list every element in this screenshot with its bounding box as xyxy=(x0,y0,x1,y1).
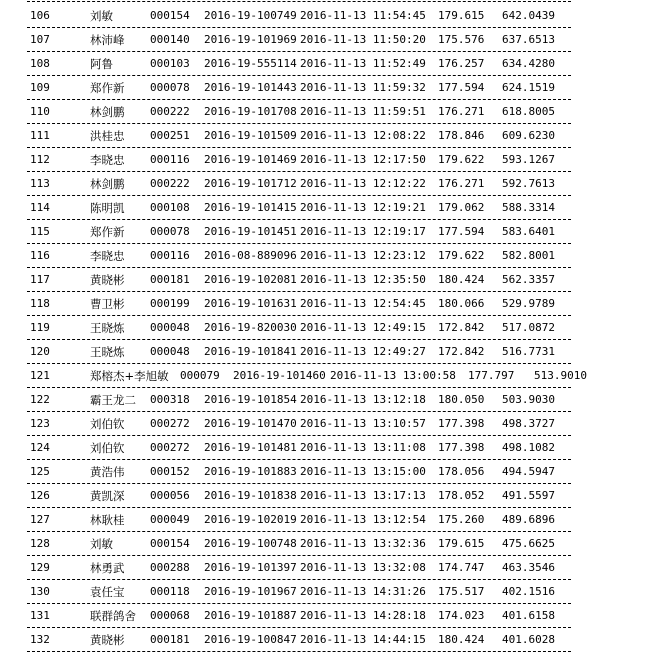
ring-number-cell: 2016-19-101712 xyxy=(204,177,297,190)
arrival-time-cell: 2016-11-13 11:50:20 xyxy=(300,33,426,46)
arrival-time-cell: 2016-11-13 14:44:15 xyxy=(300,633,426,646)
distance-cell: 177.398 xyxy=(438,417,485,430)
distance-cell: 174.747 xyxy=(438,561,485,574)
name-cell: 黄晓彬 xyxy=(90,273,125,287)
distance-cell: 179.622 xyxy=(438,249,485,262)
name-cell: 黄晓彬 xyxy=(90,633,125,647)
speed-cell: 401.6158 xyxy=(502,609,555,622)
rank-cell: 118 xyxy=(30,297,50,310)
table-row xyxy=(27,244,571,268)
name-cell: 陈明凯 xyxy=(90,201,125,215)
table-row xyxy=(27,388,571,412)
distance-cell: 179.615 xyxy=(438,9,485,22)
distance-cell: 178.056 xyxy=(438,465,485,478)
member-code-cell: 000154 xyxy=(150,537,190,550)
table-row xyxy=(27,196,571,220)
member-code-cell: 000318 xyxy=(150,393,190,406)
table-row xyxy=(27,172,571,196)
table-row xyxy=(27,124,571,148)
name-cell: 郑作新 xyxy=(90,81,125,95)
table-row xyxy=(27,268,571,292)
rank-cell: 116 xyxy=(30,249,50,262)
table-row xyxy=(27,316,571,340)
arrival-time-cell: 2016-11-13 12:17:50 xyxy=(300,153,426,166)
arrival-time-cell: 2016-11-13 12:54:45 xyxy=(300,297,426,310)
ring-number-cell: 2016-08-889096 xyxy=(204,249,297,262)
name-cell: 李晓忠 xyxy=(90,249,125,263)
name-cell: 郑榕杰+李旭敏 xyxy=(90,369,169,383)
arrival-time-cell: 2016-11-13 14:28:18 xyxy=(300,609,426,622)
speed-cell: 609.6230 xyxy=(502,129,555,142)
table-row xyxy=(27,604,571,628)
rank-cell: 109 xyxy=(30,81,50,94)
arrival-time-cell: 2016-11-13 13:12:54 xyxy=(300,513,426,526)
ring-number-cell: 2016-19-101841 xyxy=(204,345,297,358)
name-cell: 林剑鹏 xyxy=(90,105,125,119)
table-row xyxy=(27,76,571,100)
arrival-time-cell: 2016-11-13 12:19:17 xyxy=(300,225,426,238)
table-row xyxy=(27,556,571,580)
arrival-time-cell: 2016-11-13 13:32:36 xyxy=(300,537,426,550)
speed-cell: 491.5597 xyxy=(502,489,555,502)
member-code-cell: 000181 xyxy=(150,273,190,286)
table-row xyxy=(27,436,571,460)
member-code-cell: 000199 xyxy=(150,297,190,310)
name-cell: 林剑鹏 xyxy=(90,177,125,191)
speed-cell: 498.3727 xyxy=(502,417,555,430)
rank-cell: 123 xyxy=(30,417,50,430)
ring-number-cell: 2016-19-100748 xyxy=(204,537,297,550)
arrival-time-cell: 2016-11-13 14:31:26 xyxy=(300,585,426,598)
rank-cell: 131 xyxy=(30,609,50,622)
speed-cell: 562.3357 xyxy=(502,273,555,286)
table-row xyxy=(27,100,571,124)
speed-cell: 624.1519 xyxy=(502,81,555,94)
name-cell: 郑作新 xyxy=(90,225,125,239)
rank-cell: 121 xyxy=(30,369,50,382)
name-cell: 黄浩伟 xyxy=(90,465,125,479)
member-code-cell: 000108 xyxy=(150,201,190,214)
member-code-cell: 000222 xyxy=(150,177,190,190)
speed-cell: 475.6625 xyxy=(502,537,555,550)
distance-cell: 180.424 xyxy=(438,633,485,646)
speed-cell: 489.6896 xyxy=(502,513,555,526)
ring-number-cell: 2016-19-101443 xyxy=(204,81,297,94)
arrival-time-cell: 2016-11-13 13:15:00 xyxy=(300,465,426,478)
table-row xyxy=(27,364,587,388)
distance-cell: 172.842 xyxy=(438,345,485,358)
arrival-time-cell: 2016-11-13 11:59:51 xyxy=(300,105,426,118)
table-row xyxy=(27,532,571,556)
distance-cell: 178.052 xyxy=(438,489,485,502)
distance-cell: 178.846 xyxy=(438,129,485,142)
name-cell: 林勇武 xyxy=(90,561,125,575)
name-cell: 联群鸽舍 xyxy=(90,609,136,623)
member-code-cell: 000079 xyxy=(180,369,220,382)
name-cell: 黄凯深 xyxy=(90,489,125,503)
member-code-cell: 000272 xyxy=(150,417,190,430)
arrival-time-cell: 2016-11-13 12:49:15 xyxy=(300,321,426,334)
arrival-time-cell: 2016-11-13 12:08:22 xyxy=(300,129,426,142)
speed-cell: 529.9789 xyxy=(502,297,555,310)
distance-cell: 180.424 xyxy=(438,273,485,286)
arrival-time-cell: 2016-11-13 13:32:08 xyxy=(300,561,426,574)
arrival-time-cell: 2016-11-13 12:23:12 xyxy=(300,249,426,262)
speed-cell: 592.7613 xyxy=(502,177,555,190)
member-code-cell: 000251 xyxy=(150,129,190,142)
ring-number-cell: 2016-19-102081 xyxy=(204,273,297,286)
ring-number-cell: 2016-19-101967 xyxy=(204,585,297,598)
rank-cell: 132 xyxy=(30,633,50,646)
rank-cell: 107 xyxy=(30,33,50,46)
member-code-cell: 000154 xyxy=(150,9,190,22)
rank-cell: 120 xyxy=(30,345,50,358)
table-row xyxy=(27,292,571,316)
distance-cell: 177.594 xyxy=(438,81,485,94)
rank-cell: 124 xyxy=(30,441,50,454)
distance-cell: 175.517 xyxy=(438,585,485,598)
ring-number-cell: 2016-19-101470 xyxy=(204,417,297,430)
member-code-cell: 000103 xyxy=(150,57,190,70)
table-row xyxy=(27,28,571,52)
distance-cell: 180.066 xyxy=(438,297,485,310)
rank-cell: 128 xyxy=(30,537,50,550)
rank-cell: 117 xyxy=(30,273,50,286)
speed-cell: 401.6028 xyxy=(502,633,555,646)
member-code-cell: 000272 xyxy=(150,441,190,454)
member-code-cell: 000288 xyxy=(150,561,190,574)
name-cell: 洪桂忠 xyxy=(90,129,125,143)
table-top-rule xyxy=(27,0,571,2)
speed-cell: 634.4280 xyxy=(502,57,555,70)
table-row xyxy=(27,484,571,508)
speed-cell: 498.1082 xyxy=(502,441,555,454)
rank-cell: 108 xyxy=(30,57,50,70)
name-cell: 袁任宝 xyxy=(90,585,125,599)
table-row xyxy=(27,340,571,364)
table-row xyxy=(27,52,571,76)
name-cell: 曹卫彬 xyxy=(90,297,125,311)
table-row xyxy=(27,148,571,172)
name-cell: 林耿桂 xyxy=(90,513,125,527)
name-cell: 阿鲁 xyxy=(90,57,113,71)
ring-number-cell: 2016-19-101481 xyxy=(204,441,297,454)
distance-cell: 177.594 xyxy=(438,225,485,238)
speed-cell: 517.0872 xyxy=(502,321,555,334)
member-code-cell: 000068 xyxy=(150,609,190,622)
distance-cell: 179.062 xyxy=(438,201,485,214)
distance-cell: 176.271 xyxy=(438,105,485,118)
name-cell: 刘敏 xyxy=(90,9,113,23)
member-code-cell: 000116 xyxy=(150,153,190,166)
member-code-cell: 000152 xyxy=(150,465,190,478)
ring-number-cell: 2016-19-101397 xyxy=(204,561,297,574)
table-row xyxy=(27,220,571,244)
speed-cell: 503.9030 xyxy=(502,393,555,406)
rank-cell: 106 xyxy=(30,9,50,22)
ring-number-cell: 2016-19-820030 xyxy=(204,321,297,334)
rank-cell: 113 xyxy=(30,177,50,190)
speed-cell: 463.3546 xyxy=(502,561,555,574)
speed-cell: 642.0439 xyxy=(502,9,555,22)
ring-number-cell: 2016-19-101854 xyxy=(204,393,297,406)
rank-cell: 110 xyxy=(30,105,50,118)
distance-cell: 180.050 xyxy=(438,393,485,406)
distance-cell: 179.622 xyxy=(438,153,485,166)
ring-number-cell: 2016-19-101708 xyxy=(204,105,297,118)
table-row xyxy=(27,628,571,652)
arrival-time-cell: 2016-11-13 13:17:13 xyxy=(300,489,426,502)
ring-number-cell: 2016-19-101469 xyxy=(204,153,297,166)
member-code-cell: 000078 xyxy=(150,225,190,238)
arrival-time-cell: 2016-11-13 11:59:32 xyxy=(300,81,426,94)
ring-number-cell: 2016-19-101451 xyxy=(204,225,297,238)
member-code-cell: 000048 xyxy=(150,345,190,358)
arrival-time-cell: 2016-11-13 12:19:21 xyxy=(300,201,426,214)
distance-cell: 176.257 xyxy=(438,57,485,70)
name-cell: 刘敏 xyxy=(90,537,113,551)
name-cell: 李晓忠 xyxy=(90,153,125,167)
distance-cell: 177.398 xyxy=(438,441,485,454)
member-code-cell: 000056 xyxy=(150,489,190,502)
ring-number-cell: 2016-19-101460 xyxy=(233,369,326,382)
name-cell: 刘伯钦 xyxy=(90,417,125,431)
distance-cell: 176.271 xyxy=(438,177,485,190)
distance-cell: 174.023 xyxy=(438,609,485,622)
rank-cell: 115 xyxy=(30,225,50,238)
table-row xyxy=(27,460,571,484)
speed-cell: 516.7731 xyxy=(502,345,555,358)
rank-cell: 114 xyxy=(30,201,50,214)
speed-cell: 494.5947 xyxy=(502,465,555,478)
arrival-time-cell: 2016-11-13 13:11:08 xyxy=(300,441,426,454)
rank-cell: 111 xyxy=(30,129,50,142)
ring-number-cell: 2016-19-100847 xyxy=(204,633,297,646)
distance-cell: 175.260 xyxy=(438,513,485,526)
arrival-time-cell: 2016-11-13 13:10:57 xyxy=(300,417,426,430)
table-row xyxy=(27,580,571,604)
arrival-time-cell: 2016-11-13 13:00:58 xyxy=(330,369,456,382)
ring-number-cell: 2016-19-102019 xyxy=(204,513,297,526)
speed-cell: 618.8005 xyxy=(502,105,555,118)
arrival-time-cell: 2016-11-13 12:35:50 xyxy=(300,273,426,286)
member-code-cell: 000078 xyxy=(150,81,190,94)
arrival-time-cell: 2016-11-13 11:52:49 xyxy=(300,57,426,70)
ring-number-cell: 2016-19-101509 xyxy=(204,129,297,142)
table-row xyxy=(27,508,571,532)
ring-number-cell: 2016-19-555114 xyxy=(204,57,297,70)
speed-cell: 402.1516 xyxy=(502,585,555,598)
table-row xyxy=(27,412,571,436)
ring-number-cell: 2016-19-100749 xyxy=(204,9,297,22)
distance-cell: 177.797 xyxy=(468,369,515,382)
speed-cell: 593.1267 xyxy=(502,153,555,166)
rank-cell: 112 xyxy=(30,153,50,166)
table-row xyxy=(27,4,571,28)
rank-cell: 119 xyxy=(30,321,50,334)
rank-cell: 125 xyxy=(30,465,50,478)
name-cell: 王晓炼 xyxy=(90,321,125,335)
rank-cell: 126 xyxy=(30,489,50,502)
name-cell: 霸王龙二 xyxy=(90,393,136,407)
name-cell: 林沛峰 xyxy=(90,33,125,47)
arrival-time-cell: 2016-11-13 13:12:18 xyxy=(300,393,426,406)
arrival-time-cell: 2016-11-13 12:49:27 xyxy=(300,345,426,358)
distance-cell: 179.615 xyxy=(438,537,485,550)
arrival-time-cell: 2016-11-13 12:12:22 xyxy=(300,177,426,190)
rank-cell: 130 xyxy=(30,585,50,598)
rank-cell: 129 xyxy=(30,561,50,574)
member-code-cell: 000118 xyxy=(150,585,190,598)
speed-cell: 588.3314 xyxy=(502,201,555,214)
ring-number-cell: 2016-19-101969 xyxy=(204,33,297,46)
speed-cell: 513.9010 xyxy=(534,369,587,382)
name-cell: 王晓炼 xyxy=(90,345,125,359)
arrival-time-cell: 2016-11-13 11:54:45 xyxy=(300,9,426,22)
member-code-cell: 000181 xyxy=(150,633,190,646)
ring-number-cell: 2016-19-101838 xyxy=(204,489,297,502)
speed-cell: 637.6513 xyxy=(502,33,555,46)
ring-number-cell: 2016-19-101631 xyxy=(204,297,297,310)
speed-cell: 583.6401 xyxy=(502,225,555,238)
distance-cell: 175.576 xyxy=(438,33,485,46)
ring-number-cell: 2016-19-101415 xyxy=(204,201,297,214)
name-cell: 刘伯钦 xyxy=(90,441,125,455)
member-code-cell: 000049 xyxy=(150,513,190,526)
member-code-cell: 000116 xyxy=(150,249,190,262)
member-code-cell: 000048 xyxy=(150,321,190,334)
member-code-cell: 000222 xyxy=(150,105,190,118)
speed-cell: 582.8001 xyxy=(502,249,555,262)
distance-cell: 172.842 xyxy=(438,321,485,334)
rank-cell: 122 xyxy=(30,393,50,406)
rank-cell: 127 xyxy=(30,513,50,526)
member-code-cell: 000140 xyxy=(150,33,190,46)
ring-number-cell: 2016-19-101887 xyxy=(204,609,297,622)
ring-number-cell: 2016-19-101883 xyxy=(204,465,297,478)
